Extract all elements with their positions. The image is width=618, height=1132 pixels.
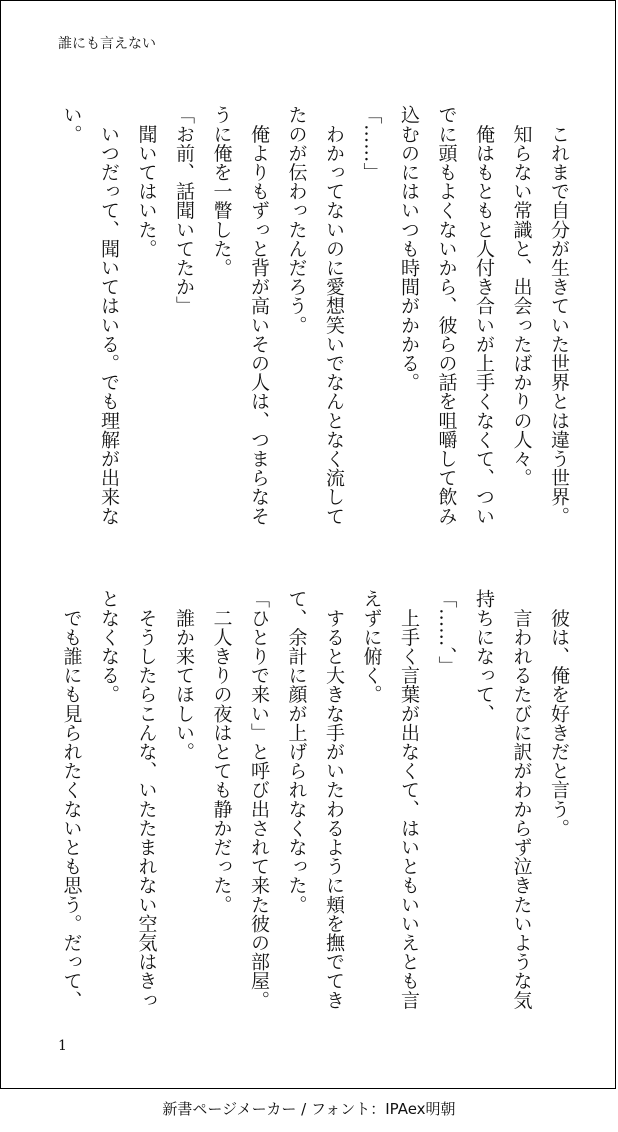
text-line: となくなる。	[98, 589, 120, 704]
text-line: すると大きな手がいたわるように頬を撫でてき	[323, 589, 345, 1010]
text-line: でも誰にも見られたくないとも思う。だって、	[60, 589, 83, 1010]
text-line: これまで自分が生きていた世界とは違う世界。	[548, 105, 570, 526]
vertical-text-block-top	[52, 105, 577, 535]
text-line: 持ちになって、	[473, 589, 495, 723]
footer-credit: 新書ページメーカー / フォント：IPAex明朝	[162, 1100, 456, 1118]
text-line: 俺はもともと人付き合いが上手くなくて、つい	[473, 105, 495, 526]
text-line: 言われるたびに訳がわからず泣きたいような気	[510, 589, 533, 1010]
text-line: 「……」	[360, 105, 383, 182]
page-header-title: 誰にも言えない	[58, 36, 156, 52]
text-line: 彼は、俺を好きだと言う。	[548, 589, 570, 838]
text-line: 上手く言葉が出なくて、はいともいいえとも言	[398, 589, 420, 1010]
vertical-text-block-bottom	[52, 589, 577, 1019]
text-line: わかってないのに愛想笑いでなんとなく流して	[323, 105, 345, 526]
text-line: うに俺を一瞥した。	[210, 105, 233, 277]
text-line: 「……、」	[435, 589, 458, 675]
text-line: たのが伝わったんだろう。	[285, 105, 308, 335]
text-line: て、余計に顔が上げられなくなった。	[285, 589, 308, 914]
text-line: 込むのにはいつも時間がかかる。	[398, 105, 420, 392]
text-line: 知らない常識と、出会ったばかりの人々。	[510, 105, 533, 487]
text-line: でに頭もよくないから、彼らの話を咀嚼して飲み	[435, 105, 458, 526]
page-number: 1	[58, 1038, 67, 1054]
text-line: そうしたらこんな、いたたまれない空気はきっ	[135, 589, 158, 1010]
text-line: 二人きりの夜はとても静かだった。	[210, 589, 233, 914]
text-line: いつだって、聞いてはいる。でも理解が出来な	[98, 105, 120, 526]
text-line: えずに俯く。	[360, 589, 383, 704]
text-line: い。	[60, 105, 83, 144]
text-line: 誰か来てほしい。	[173, 589, 195, 761]
text-line: 「お前、話聞いてたか」	[173, 105, 195, 316]
text-line: 俺よりもずっと背が高いその人は、つまらなそ	[248, 105, 270, 526]
text-line: 聞いてはいた。	[135, 105, 158, 258]
text-line: 「ひとりで来い」と呼び出されて来た彼の部屋。	[248, 589, 270, 1010]
